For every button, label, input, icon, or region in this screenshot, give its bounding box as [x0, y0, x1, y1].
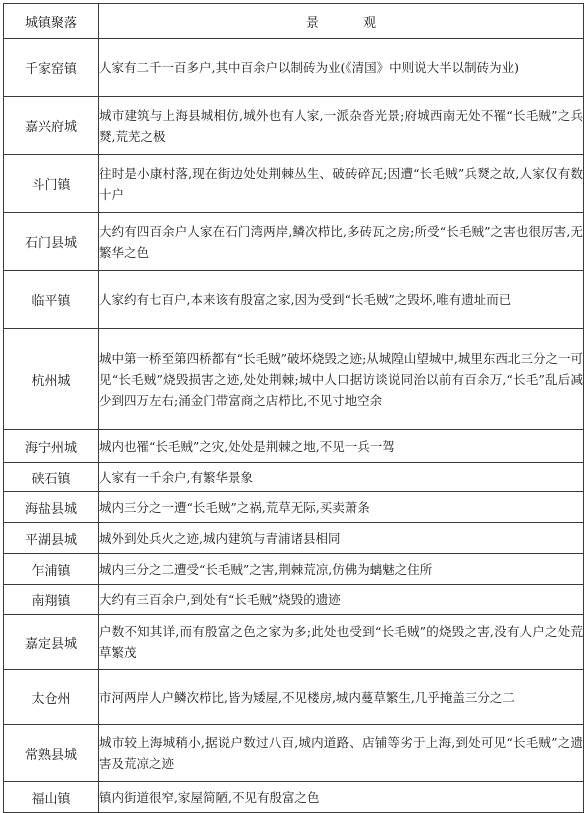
- table-row: [4, 585, 584, 615]
- town-name: 杭州城: [4, 329, 99, 430]
- header-town: 城镇聚落: [4, 4, 99, 39]
- town-name: 常熟县城: [4, 725, 99, 782]
- town-name: 石门县城: [4, 213, 99, 271]
- town-landscape: 往时是小康村落,现在街边处处荆棘丛生、破砖碎瓦;因遭“长毛贼”兵燹之故,人家仅有数十户: [99, 155, 584, 213]
- town-name: 嘉兴府城: [4, 97, 99, 155]
- town-landscape: 城内三分之一遭“长毛贼”之祸,荒草无际,买卖萧条: [99, 492, 584, 523]
- table-row: [4, 782, 584, 813]
- town-name: 海盐县城: [4, 492, 99, 523]
- table-row: [4, 725, 584, 782]
- town-name: 福山镇: [4, 782, 99, 813]
- table-row: [4, 670, 584, 725]
- town-name: 嘉定县城: [4, 615, 99, 670]
- town-name: 斗门镇: [4, 155, 99, 213]
- table-header-row: [4, 4, 584, 39]
- town-name: 临平镇: [4, 271, 99, 329]
- town-name: 千家窑镇: [4, 39, 99, 97]
- table-row: [4, 492, 584, 523]
- town-landscape: 大约有三百余户,到处有“长毛贼”烧毁的遗迹: [99, 585, 584, 615]
- table-row: [4, 97, 584, 155]
- town-landscape: 大约有四百余户人家在石门湾两岸,鳞次栉比,多砖瓦之房;所受“长毛贼”之害也很厉害,无繁华之色: [99, 213, 584, 271]
- table-row: [4, 463, 584, 492]
- landscape-table: [3, 3, 584, 813]
- table-row: [4, 155, 584, 213]
- town-name: 海宁州城: [4, 430, 99, 463]
- town-landscape: 人家有二千一百多户,其中百余户以制砖为业(《清国》中则说大半以制砖为业): [99, 39, 584, 97]
- town-landscape: 市河两岸人户鳞次栉比,皆为矮屋,不见楼房,城内蔓草繁生,几乎掩盖三分之二: [99, 670, 584, 725]
- town-landscape: 城市较上海城稍小,据说户数过八百,城内道路、店铺等劣于上海,到处可见“长毛贼”之遗害及荒凉之迹: [99, 725, 584, 782]
- town-landscape: 城内三分之二遭受“长毛贼”之害,荆棘荒凉,仿佛为螭魅之住所: [99, 554, 584, 585]
- table-row: [4, 213, 584, 271]
- town-name: 南翔镇: [4, 585, 99, 615]
- table-row: [4, 430, 584, 463]
- town-landscape: 人家有一千余户,有繁华景象: [99, 463, 584, 492]
- header-landscape: 景 观: [99, 4, 584, 39]
- town-name: 硖石镇: [4, 463, 99, 492]
- table-row: [4, 523, 584, 554]
- town-landscape: 户数不知其详,而有殷富之色之家为多;此处也受到“长毛贼”的烧毁之害,没有人户之处荒草繁茂: [99, 615, 584, 670]
- table-row: [4, 554, 584, 585]
- table-row: [4, 39, 584, 97]
- town-name: 平湖县城: [4, 523, 99, 554]
- town-landscape: 城外到处兵火之迹,城内建筑与青浦诸县相同: [99, 523, 584, 554]
- town-name: 太仓州: [4, 670, 99, 725]
- town-landscape: 城市建筑与上海县城相仿,城外也有人家,一派杂沓光景;府城西南无处不罹“长毛贼”之兵燹,荒芜之极: [99, 97, 584, 155]
- town-landscape: 城中第一桥至第四桥都有“长毛贼”破坏烧毁之迹;从城隍山望城中,城里东西北三分之一可见“长毛贼”烧毁损害之迹,处处荆棘;城中人口据访谈说同治以前有百余万,“长毛”乱后减少到四万左右;涌金门带富商之店栉比,不见寸地空余: [99, 329, 584, 430]
- table-row: [4, 615, 584, 670]
- table-row: [4, 271, 584, 329]
- table-row: [4, 329, 584, 430]
- town-name: 乍浦镇: [4, 554, 99, 585]
- town-landscape: 镇内街道很窄,家屋简陋,不见有殷富之色: [99, 782, 584, 813]
- town-landscape: 人家约有七百户,本来该有殷富之家,因为受到“长毛贼”之毁坏,唯有遗址而已: [99, 271, 584, 329]
- town-landscape: 城内也罹“长毛贼”之灾,处处是荆棘之地,不见一兵一驾: [99, 430, 584, 463]
